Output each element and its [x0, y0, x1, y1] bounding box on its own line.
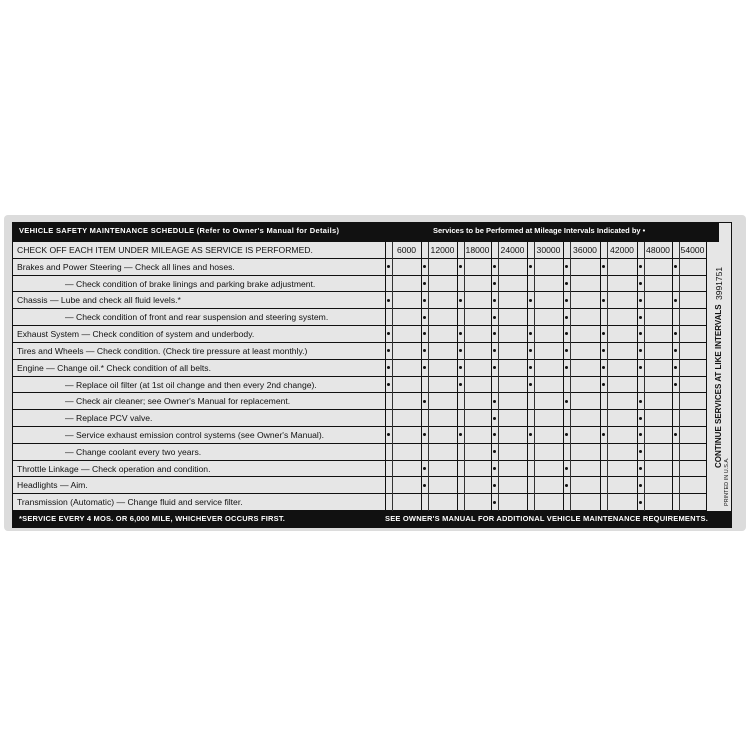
- service-dot: [493, 501, 496, 504]
- column-divider: [421, 242, 422, 511]
- service-dot: [493, 433, 496, 436]
- footer-bar: [13, 511, 731, 527]
- mileage-header: 42000: [610, 245, 634, 255]
- table-row: [13, 360, 706, 377]
- mileage-header: 54000: [680, 245, 705, 255]
- service-dot: [565, 467, 568, 470]
- service-dot: [565, 433, 568, 436]
- service-dot: [459, 332, 462, 335]
- instruction-text: CHECK OFF EACH ITEM UNDER MILEAGE AS SERVICE IS PERFORMED.: [17, 245, 313, 255]
- service-dot: [459, 383, 462, 386]
- table-row: [13, 259, 706, 276]
- service-dot: [639, 366, 642, 369]
- service-dot: [493, 467, 496, 470]
- service-dot: [602, 366, 605, 369]
- service-dot: [602, 265, 605, 268]
- service-dot: [674, 366, 677, 369]
- schedule-title: VEHICLE SAFETY MAINTENANCE SCHEDULE (Refer to Owner's Manual for Details): [19, 226, 340, 235]
- service-dot: [639, 484, 642, 487]
- table-row: [13, 276, 706, 293]
- side-column: [710, 242, 732, 511]
- service-item-label: — Change coolant every two years.: [65, 446, 202, 457]
- column-divider: [637, 242, 638, 511]
- header-bar: [13, 223, 719, 242]
- service-dot: [529, 349, 532, 352]
- service-dot: [387, 366, 390, 369]
- service-dot: [565, 349, 568, 352]
- service-dot: [493, 316, 496, 319]
- column-divider: [498, 242, 499, 511]
- service-dot: [639, 400, 642, 403]
- footer-manual-note: SEE OWNER'S MANUAL FOR ADDITIONAL VEHICLE MAINTENANCE REQUIREMENTS.: [385, 514, 708, 523]
- column-divider: [672, 242, 673, 511]
- service-dot: [387, 265, 390, 268]
- continue-services-note: CONTINUE SERVICES AT LIKE INTERVALS: [714, 304, 723, 468]
- table-row: [13, 494, 706, 511]
- service-dot: [674, 433, 677, 436]
- service-dot: [639, 316, 642, 319]
- service-dot: [459, 299, 462, 302]
- service-dot: [639, 467, 642, 470]
- service-dot: [387, 299, 390, 302]
- service-dot: [565, 366, 568, 369]
- service-dot: [639, 433, 642, 436]
- service-dot: [493, 400, 496, 403]
- column-divider: [491, 242, 492, 511]
- table-row: [13, 343, 706, 360]
- column-divider: [534, 242, 535, 511]
- table-row: [13, 410, 706, 427]
- service-dot: [602, 299, 605, 302]
- service-dot: [423, 400, 426, 403]
- service-dot: [565, 282, 568, 285]
- service-dot: [565, 400, 568, 403]
- table-row: [13, 461, 706, 478]
- table-row: [13, 477, 706, 494]
- service-dot: [493, 299, 496, 302]
- service-dot: [565, 299, 568, 302]
- mileage-header: 30000: [536, 245, 561, 255]
- column-divider: [563, 242, 564, 511]
- service-item-label: Exhaust System — Check condition of system and underbody.: [17, 329, 255, 340]
- column-divider: [527, 242, 528, 511]
- service-dot: [529, 433, 532, 436]
- service-dot: [459, 265, 462, 268]
- column-divider: [464, 242, 465, 511]
- mileage-header: 24000: [500, 245, 525, 255]
- mileage-header: 48000: [646, 245, 670, 255]
- footer-service-note: *SERVICE EVERY 4 MOS. OR 6,000 MILE, WHICHEVER OCCURS FIRST.: [19, 514, 286, 523]
- service-dot: [493, 366, 496, 369]
- service-dot: [493, 484, 496, 487]
- service-dot: [493, 450, 496, 453]
- service-dot: [423, 316, 426, 319]
- service-item-label: — Replace PCV valve.: [65, 413, 153, 424]
- table-row: [13, 393, 706, 410]
- service-dot: [565, 484, 568, 487]
- service-item-label: Tires and Wheels — Check condition. (Check tire pressure at least monthly.): [17, 345, 308, 356]
- service-dot: [639, 501, 642, 504]
- service-dot: [602, 332, 605, 335]
- mileage-header: 12000: [430, 245, 455, 255]
- service-dot: [493, 332, 496, 335]
- service-dot: [459, 433, 462, 436]
- table-row: [13, 292, 706, 309]
- service-dot: [639, 332, 642, 335]
- column-divider: [679, 242, 680, 511]
- service-dot: [639, 450, 642, 453]
- service-item-label: — Service exhaust emission control systems (see Owner's Manual).: [65, 429, 325, 440]
- service-dot: [387, 383, 390, 386]
- service-item-label: Engine — Change oil.* Check condition of all belts.: [17, 362, 211, 373]
- service-item-label: — Check condition of front and rear suspension and steering system.: [65, 312, 329, 323]
- service-dot: [639, 299, 642, 302]
- maintenance-schedule-label: [12, 222, 732, 528]
- service-dot: [423, 332, 426, 335]
- service-dot: [529, 366, 532, 369]
- service-dot: [602, 433, 605, 436]
- service-dot: [529, 299, 532, 302]
- part-number: 3991751: [714, 266, 724, 300]
- service-dot: [565, 316, 568, 319]
- printed-in-usa: PRINTED IN U.S.A.: [724, 457, 730, 506]
- service-dot: [423, 484, 426, 487]
- service-dot: [459, 349, 462, 352]
- table-row: [13, 444, 706, 461]
- service-dot: [639, 265, 642, 268]
- service-item-label: — Check condition of brake linings and parking brake adjustment.: [65, 278, 316, 289]
- service-item-label: — Check air cleaner; see Owner's Manual for replacement.: [65, 396, 291, 407]
- service-dot: [674, 349, 677, 352]
- mileage-header: 6000: [396, 245, 417, 255]
- service-dot: [529, 332, 532, 335]
- service-dot: [674, 299, 677, 302]
- service-dot: [674, 265, 677, 268]
- column-divider: [607, 242, 608, 511]
- service-dot: [423, 349, 426, 352]
- table-row: [13, 309, 706, 326]
- service-dot: [674, 332, 677, 335]
- service-dot: [423, 265, 426, 268]
- service-dot: [423, 282, 426, 285]
- service-dot: [565, 265, 568, 268]
- service-dot: [639, 349, 642, 352]
- service-dot: [493, 349, 496, 352]
- column-divider: [600, 242, 601, 511]
- services-note: Services to be Performed at Mileage Intervals Indicated by •: [433, 226, 646, 235]
- service-item-label: Throttle Linkage — Check operation and condition.: [17, 463, 211, 474]
- service-dot: [459, 366, 462, 369]
- service-dot: [602, 349, 605, 352]
- column-divider: [570, 242, 571, 511]
- service-dot: [387, 332, 390, 335]
- service-item-label: Transmission (Automatic) — Change fluid and service filter.: [17, 497, 243, 508]
- mileage-header: 36000: [573, 245, 597, 255]
- column-divider: [706, 242, 707, 511]
- service-dot: [529, 383, 532, 386]
- service-item-label: Chassis — Lube and check all fluid levels.*: [17, 295, 181, 306]
- column-divider: [457, 242, 458, 511]
- column-divider: [385, 242, 386, 511]
- column-divider: [428, 242, 429, 511]
- service-item-label: — Replace oil filter (at 1st oil change and then every 2nd change).: [65, 379, 317, 390]
- table-row: [13, 427, 706, 444]
- service-dot: [493, 417, 496, 420]
- mileage-header: 18000: [465, 245, 490, 255]
- service-dot: [423, 433, 426, 436]
- service-dot: [493, 265, 496, 268]
- table-header-row: [13, 242, 706, 259]
- column-divider: [392, 242, 393, 511]
- service-item-label: Brakes and Power Steering — Check all lines and hoses.: [17, 261, 235, 272]
- service-dot: [529, 265, 532, 268]
- service-dot: [423, 299, 426, 302]
- service-item-label: Headlights — Aim.: [17, 480, 88, 491]
- schedule-table: [13, 242, 706, 511]
- service-dot: [493, 282, 496, 285]
- service-dot: [565, 332, 568, 335]
- service-dot: [602, 383, 605, 386]
- table-row: [13, 377, 706, 394]
- table-row: [13, 326, 706, 343]
- service-dot: [387, 349, 390, 352]
- service-dot: [423, 467, 426, 470]
- column-divider: [644, 242, 645, 511]
- service-dot: [387, 433, 390, 436]
- service-dot: [639, 417, 642, 420]
- service-dot: [423, 366, 426, 369]
- service-dot: [639, 282, 642, 285]
- service-dot: [674, 383, 677, 386]
